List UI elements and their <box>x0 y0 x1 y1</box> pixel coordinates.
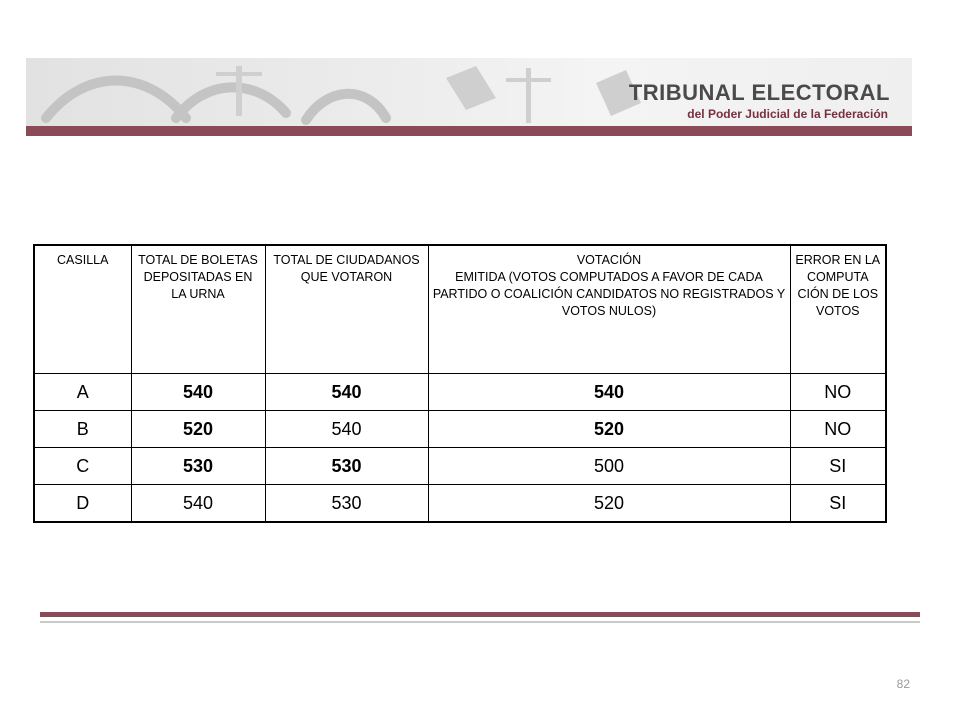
header-banner <box>26 58 912 126</box>
cell-boletas: 520 <box>131 411 265 448</box>
header-total-ciudadanos: TOTAL DE CIUDADANOS QUE VOTARON <box>265 245 428 374</box>
header-total-boletas: TOTAL DE BOLETAS DEPOSITADAS EN LA URNA <box>131 245 265 374</box>
cell-votacion: 500 <box>428 448 790 485</box>
cell-votacion: 540 <box>428 374 790 411</box>
cell-votacion: 520 <box>428 485 790 523</box>
cell-error: NO <box>790 374 886 411</box>
table-row <box>34 485 886 523</box>
logo-subtitle: del Poder Judicial de la Federación <box>687 107 888 121</box>
cell-ciudadanos: 540 <box>265 374 428 411</box>
cell-boletas: 530 <box>131 448 265 485</box>
table-row <box>34 411 886 448</box>
logo-title: TRIBUNAL ELECTORAL <box>628 80 890 105</box>
cell-casilla: D <box>34 485 131 523</box>
cell-casilla: C <box>34 448 131 485</box>
cell-error: NO <box>790 411 886 448</box>
header-votacion-label: VOTACIÓN <box>576 253 642 267</box>
header-accent-bar <box>26 126 912 136</box>
cell-ciudadanos: 540 <box>265 411 428 448</box>
results-table-container <box>33 244 887 523</box>
cell-casilla: A <box>34 374 131 411</box>
cell-boletas: 540 <box>131 485 265 523</box>
header-votacion-detail: EMITIDA (VOTOS COMPUTADOS A FAVOR DE CADA PARTIDO O COALICIÓN CANDIDATOS NO REGISTRADOS Y VOTOS NULOS) <box>432 270 786 318</box>
justice-scales-pattern <box>26 58 666 126</box>
header-votacion <box>428 245 790 374</box>
cell-ciudadanos: 530 <box>265 485 428 523</box>
cell-votacion: 520 <box>428 411 790 448</box>
results-table <box>33 244 887 523</box>
footer-divider <box>40 621 920 623</box>
footer-accent-bar <box>40 612 920 617</box>
cell-casilla: B <box>34 411 131 448</box>
cell-error: SI <box>790 448 886 485</box>
table-header-row <box>34 245 886 374</box>
table-row <box>34 374 886 411</box>
cell-boletas: 540 <box>131 374 265 411</box>
page-number: 82 <box>896 677 910 691</box>
header-casilla: CASILLA <box>34 245 131 374</box>
cell-error: SI <box>790 485 886 523</box>
header-error: ERROR EN LA COMPUTA CIÓN DE LOS VOTOS <box>790 245 886 374</box>
table-row <box>34 448 886 485</box>
cell-ciudadanos: 530 <box>265 448 428 485</box>
